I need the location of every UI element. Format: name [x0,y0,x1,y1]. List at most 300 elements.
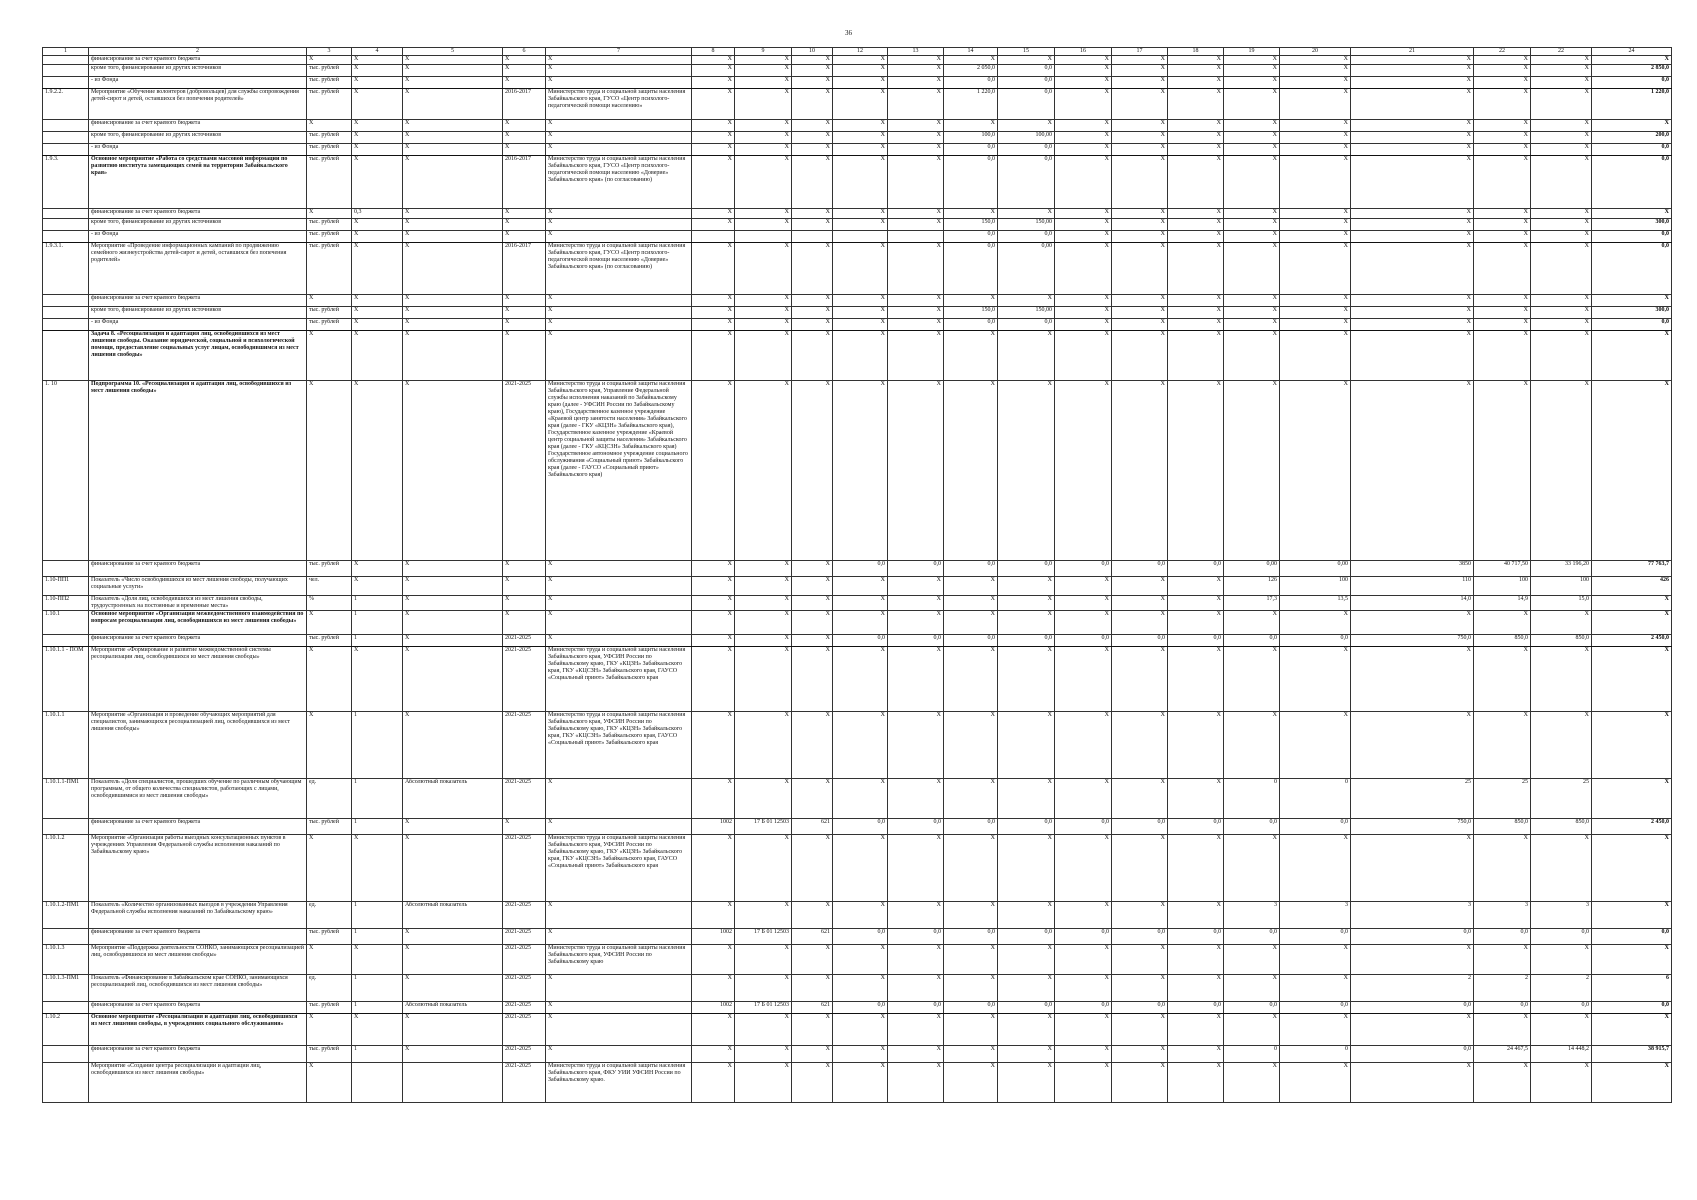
table-cell: X [503,307,546,319]
table-cell: X [352,56,403,65]
table-cell: X [1474,945,1531,975]
table-cell: тыс. рублей [307,144,352,156]
table-cell: 0 [1224,1046,1280,1063]
table-cell: X [735,835,792,902]
table-cell: 1 [352,1002,403,1014]
table-cell: 0,0 [1224,1002,1280,1014]
table-cell: 150,00 [998,219,1055,231]
table-cell: X [692,132,735,144]
table-cell: X [1224,945,1280,975]
table-cell: X [1474,712,1531,779]
table-cell: 0,0 [1351,929,1474,945]
table-cell: X [1112,209,1168,219]
table-cell: X [352,77,403,89]
table-cell: X [1351,307,1474,319]
table-cell: X [1224,132,1280,144]
table-cell: X [888,56,944,65]
table-cell: 0,0 [998,144,1055,156]
table-cell: 0,0 [1055,561,1112,577]
column-number: 5 [403,48,503,56]
table-row [43,929,1672,945]
table-cell: Министерство труда и социальной защиты населения Забайкальского края, УФСИН России по Забайкальскому краю, ГКУ «КЦЗН» Забайкальского края, ГКУ «КЦСЗН» Забайкальского края, ГАУСО «Социальный приют» Забайкальского края [546,835,692,902]
table-cell: X [833,144,888,156]
table-cell: X [888,712,944,779]
table-cell: 0,0 [944,635,998,647]
column-number: 4 [352,48,403,56]
table-cell: X [833,1063,888,1103]
table-cell: X [1168,331,1224,381]
table-cell: X [998,779,1055,819]
column-number: 7 [546,48,692,56]
table-cell: X [1531,219,1592,231]
table-cell: X [1531,1014,1592,1046]
row-code-cell: 1.9.3.1. [43,243,89,295]
table-cell: X [735,56,792,65]
table-cell: X [735,209,792,219]
table-cell: X [403,596,503,611]
table-cell: X [735,295,792,307]
table-cell: 0,0 [1224,819,1280,835]
table-cell: 2 450,0 [1592,819,1672,835]
table-cell: X [1168,945,1224,975]
table-cell: X [546,144,692,156]
table-cell: X [792,331,833,381]
row-code-cell [43,331,89,381]
column-number: 17 [1112,48,1168,56]
table-cell: X [944,835,998,902]
table-cell: X [944,295,998,307]
table-cell: X [503,561,546,577]
row-description-cell: Мероприятие «Формирование и развитие межведомственной системы ресоциализации лиц, освободившихся из мест лишения свободы» [89,647,307,712]
table-cell: 1 220,0 [944,89,998,120]
table-cell: X [546,1046,692,1063]
table-cell: 100 [1280,577,1351,596]
table-cell: X [1055,156,1112,209]
table-cell: X [352,89,403,120]
table-cell: 621 [792,1002,833,1014]
row-code-cell: 1.10-ПП2 [43,596,89,611]
table-cell: 0,0 [888,819,944,835]
table-cell: X [1224,647,1280,712]
table-cell: 25 [1474,779,1531,819]
table-cell: X [888,307,944,319]
table-cell: X [1224,209,1280,219]
table-cell: X [888,77,944,89]
row-description-cell: Мероприятие «Организация работы выездных консультационных пунктов в учреждениях Управления Федеральной службы исполнения наказаний по Забайкальскому краю» [89,835,307,902]
table-cell: X [352,219,403,231]
table-row [43,561,1672,577]
table-cell: 0,0 [998,77,1055,89]
table-cell: X [546,132,692,144]
table-cell: 1002 [692,819,735,835]
table-cell: X [503,209,546,219]
table-cell: 0,0 [833,929,888,945]
table-cell: тыс. рублей [307,156,352,209]
table-cell: 0,0 [944,77,998,89]
table-cell: X [1224,381,1280,561]
table-cell: X [944,56,998,65]
table-cell: X [546,929,692,945]
table-cell: X [692,56,735,65]
column-number: 21 [1351,48,1474,56]
table-cell: X [1592,56,1672,65]
table-row [43,56,1672,65]
table-cell: X [1531,156,1592,209]
table-cell: тыс. рублей [307,231,352,243]
table-cell: X [692,635,735,647]
table-cell: X [307,56,352,65]
table-cell: X [1531,65,1592,77]
table-cell: X [1280,835,1351,902]
row-code-cell [43,1002,89,1014]
table-cell: X [403,835,503,902]
table-cell: 13,5 [1280,596,1351,611]
table-cell: X [792,902,833,929]
table-cell: X [1112,611,1168,635]
table-cell: X [792,307,833,319]
table-cell: 1 [352,975,403,1002]
table-cell: X [692,89,735,120]
table-cell: X [403,295,503,307]
table-cell: X [735,635,792,647]
table-cell: X [1280,295,1351,307]
table-cell: X [888,295,944,307]
table-cell: X [1592,295,1672,307]
table-cell: 2016-2017 [503,89,546,120]
table-cell: X [403,156,503,209]
table-cell: X [833,975,888,1002]
table-cell: X [1280,144,1351,156]
row-code-cell: 1.9.3. [43,156,89,209]
table-cell: 0,3 [352,209,403,219]
page-number: 36 [845,29,852,37]
table-cell: X [888,647,944,712]
table-cell: 0,0 [1280,1002,1351,1014]
table-cell: 850,0 [1531,819,1592,835]
table-cell: X [1224,156,1280,209]
table-cell: 14 448,2 [1531,1046,1592,1063]
table-cell: X [1280,975,1351,1002]
table-cell: X [307,611,352,635]
table-cell: X [833,1014,888,1046]
table-cell: X [1351,1014,1474,1046]
table-cell: X [735,219,792,231]
table-cell: ед. [307,975,352,1002]
table-row [43,596,1672,611]
table-cell: X [1280,65,1351,77]
table-cell: X [352,307,403,319]
table-cell: 0,0 [998,819,1055,835]
table-cell: X [1112,307,1168,319]
table-cell: X [307,647,352,712]
table-cell: X [792,647,833,712]
table-cell: 2021-2025 [503,835,546,902]
table-cell: X [1280,381,1351,561]
table-cell: 0,0 [1055,929,1112,945]
table-cell: X [833,331,888,381]
table-cell: X [692,331,735,381]
table-cell: 2021-2025 [503,381,546,561]
table-cell: X [1474,647,1531,712]
table-cell: X [1055,1046,1112,1063]
column-number: 24 [1592,48,1672,56]
table-cell: X [403,89,503,120]
table-cell: X [1168,56,1224,65]
table-cell: 15,0 [1531,596,1592,611]
table-cell: X [1168,712,1224,779]
table-cell: X [888,902,944,929]
table-cell: 0,0 [888,561,944,577]
table-cell: X [546,577,692,596]
table-cell: X [692,596,735,611]
table-cell: X [1224,712,1280,779]
table-cell: X [403,307,503,319]
table-cell: X [735,611,792,635]
table-cell: X [403,331,503,381]
table-cell: 2021-2025 [503,902,546,929]
table-cell: X [998,209,1055,219]
table-cell: тыс. рублей [307,635,352,647]
table-cell: X [735,1014,792,1046]
table-cell: X [1351,647,1474,712]
table-cell: X [1351,611,1474,635]
table-cell: X [888,89,944,120]
table-cell: X [1112,577,1168,596]
table-cell: X [1474,65,1531,77]
table-cell: X [888,1046,944,1063]
table-cell: X [307,295,352,307]
table-cell: X [944,611,998,635]
row-code-cell [43,132,89,144]
row-code-cell [43,231,89,243]
column-number: 1 [43,48,89,56]
table-cell: X [1280,945,1351,975]
table-cell: X [1351,144,1474,156]
row-description-cell: финансирование за счет краевого бюджета [89,819,307,835]
table-cell: X [998,975,1055,1002]
table-cell: X [1531,319,1592,331]
table-cell: X [792,561,833,577]
table-cell: X [1055,295,1112,307]
table-cell: X [1224,120,1280,132]
table-cell: X [352,319,403,331]
table-cell: 1 [352,902,403,929]
table-row [43,295,1672,307]
table-cell: 850,0 [1531,635,1592,647]
table-cell: 25 [1351,779,1474,819]
column-number: 22 [1474,48,1531,56]
table-cell: X [546,209,692,219]
table-cell: X [352,381,403,561]
table-cell: 0,0 [1474,929,1531,945]
table-cell: X [1055,243,1112,295]
row-code-cell [43,219,89,231]
table-cell: X [403,219,503,231]
table-cell: 0,0 [1168,635,1224,647]
table-cell: 0,0 [1224,635,1280,647]
table-cell: X [1055,144,1112,156]
table-cell: X [352,156,403,209]
column-number: 13 [888,48,944,56]
table-cell: X [1474,307,1531,319]
table-cell: X [1351,712,1474,779]
table-cell: X [833,577,888,596]
table-cell: 38 915,7 [1592,1046,1672,1063]
table-cell: X [1112,945,1168,975]
table-cell: 0 [1224,779,1280,819]
table-row [43,77,1672,89]
table-cell: X [1280,1014,1351,1046]
table-cell: тыс. рублей [307,319,352,331]
table-cell: X [1531,243,1592,295]
row-description-cell: Показатель «Доля лиц, освободившихся из мест лишения свободы, трудоустроенных на постоянные и временные места» [89,596,307,611]
table-cell: 0,0 [888,1002,944,1014]
table-cell: X [403,65,503,77]
table-cell: X [546,561,692,577]
row-code-cell: 1.10.1.1 - ПОМ [43,647,89,712]
table-cell: X [1351,132,1474,144]
row-code-cell [43,635,89,647]
table-cell: X [735,77,792,89]
table-cell: X [1168,231,1224,243]
table-cell: X [1055,307,1112,319]
table-row [43,611,1672,635]
table-cell: X [307,331,352,381]
table-cell: 0,0 [1112,929,1168,945]
column-number: 19 [1224,48,1280,56]
table-cell: 0,0 [1474,1002,1531,1014]
table-cell: X [546,65,692,77]
table-cell: X [1531,231,1592,243]
table-cell [735,231,792,243]
row-description-cell: Показатель «Количество организованных выездов в учреждения Управления Федеральной службы исполнения наказаний по Забайкальскому краю» [89,902,307,929]
table-cell: X [1112,77,1168,89]
table-cell: 0 [1280,1046,1351,1063]
table-cell: X [352,561,403,577]
table-row [43,231,1672,243]
table-cell: X [692,975,735,1002]
table-cell: X [1474,120,1531,132]
table-cell: X [403,209,503,219]
table-row [43,89,1672,120]
table-cell: X [1592,902,1672,929]
table-cell: 0,0 [944,231,998,243]
table-cell: X [888,835,944,902]
row-description-cell: - из Фонда [89,231,307,243]
table-cell: Министерство труда и социальной защиты населения Забайкальского края, ГУСО «Центр психолого-педагогической помощи населению «Доверие» Забайкальского края» (по согласованию) [546,243,692,295]
row-code-cell: 1. 10 [43,381,89,561]
table-cell: 0,0 [944,144,998,156]
row-code-cell: 1.10.1.3 [43,945,89,975]
table-cell: X [1474,243,1531,295]
table-cell: 0,0 [1280,635,1351,647]
table-cell: X [1168,144,1224,156]
table-cell: X [833,779,888,819]
table-cell: X [944,331,998,381]
table-cell: 850,0 [1474,635,1531,647]
table-cell: 40 717,50 [1474,561,1531,577]
table-cell: X [546,596,692,611]
table-cell: X [1224,89,1280,120]
table-cell: X [1168,219,1224,231]
table-cell: X [735,331,792,381]
table-row [43,65,1672,77]
table-cell: X [403,381,503,561]
table-cell: X [1055,89,1112,120]
table-cell: X [1474,144,1531,156]
table-cell: X [1055,611,1112,635]
column-number: 16 [1055,48,1112,56]
row-description-cell: финансирование за счет краевого бюджета [89,56,307,65]
table-cell: X [403,611,503,635]
table-cell: X [546,635,692,647]
table-cell: ед. [307,779,352,819]
table-cell: X [792,144,833,156]
table-cell: X [792,381,833,561]
table-cell: X [503,596,546,611]
table-row [43,120,1672,132]
table-cell: X [1224,295,1280,307]
table-row [43,712,1672,779]
table-cell: X [1280,209,1351,219]
table-cell: 150,00 [998,307,1055,319]
table-cell: X [888,243,944,295]
row-code-cell [43,819,89,835]
table-cell: X [1112,779,1168,819]
table-cell: X [998,577,1055,596]
table-cell: X [403,243,503,295]
table-cell: X [888,381,944,561]
table-cell: 17 Б 01 12503 [735,819,792,835]
table-cell: X [735,712,792,779]
table-cell: тыс. рублей [307,819,352,835]
table-cell: 2021-2025 [503,1046,546,1063]
table-cell: 0,0 [888,929,944,945]
table-cell: тыс. рублей [307,307,352,319]
table-cell: X [888,577,944,596]
row-code-cell [43,65,89,77]
table-cell: X [546,779,692,819]
table-cell: 300,0 [1592,219,1672,231]
table-cell: X [1474,219,1531,231]
table-cell: X [833,132,888,144]
table-cell: X [1280,89,1351,120]
table-cell: 0,0 [944,156,998,209]
table-cell: X [1168,647,1224,712]
table-cell: X [546,319,692,331]
table-cell: X [833,209,888,219]
table-cell: X [403,975,503,1002]
table-cell: 0,0 [1592,144,1672,156]
table-cell: 0,0 [1531,929,1592,945]
table-cell: X [792,77,833,89]
table-cell: 2021-2025 [503,635,546,647]
table-cell: 14,0 [1351,596,1474,611]
table-cell: X [546,56,692,65]
table-cell: X [692,945,735,975]
table-cell: X [833,596,888,611]
table-cell: X [403,635,503,647]
table-cell: X [1112,1046,1168,1063]
table-cell: X [403,577,503,596]
table-cell: X [546,231,692,243]
table-cell: X [1112,219,1168,231]
table-cell: X [307,1063,352,1103]
table-cell: 3 [1531,902,1592,929]
table-cell: X [1112,120,1168,132]
row-description-cell: финансирование за счет краевого бюджета [89,561,307,577]
table-cell: X [1224,65,1280,77]
